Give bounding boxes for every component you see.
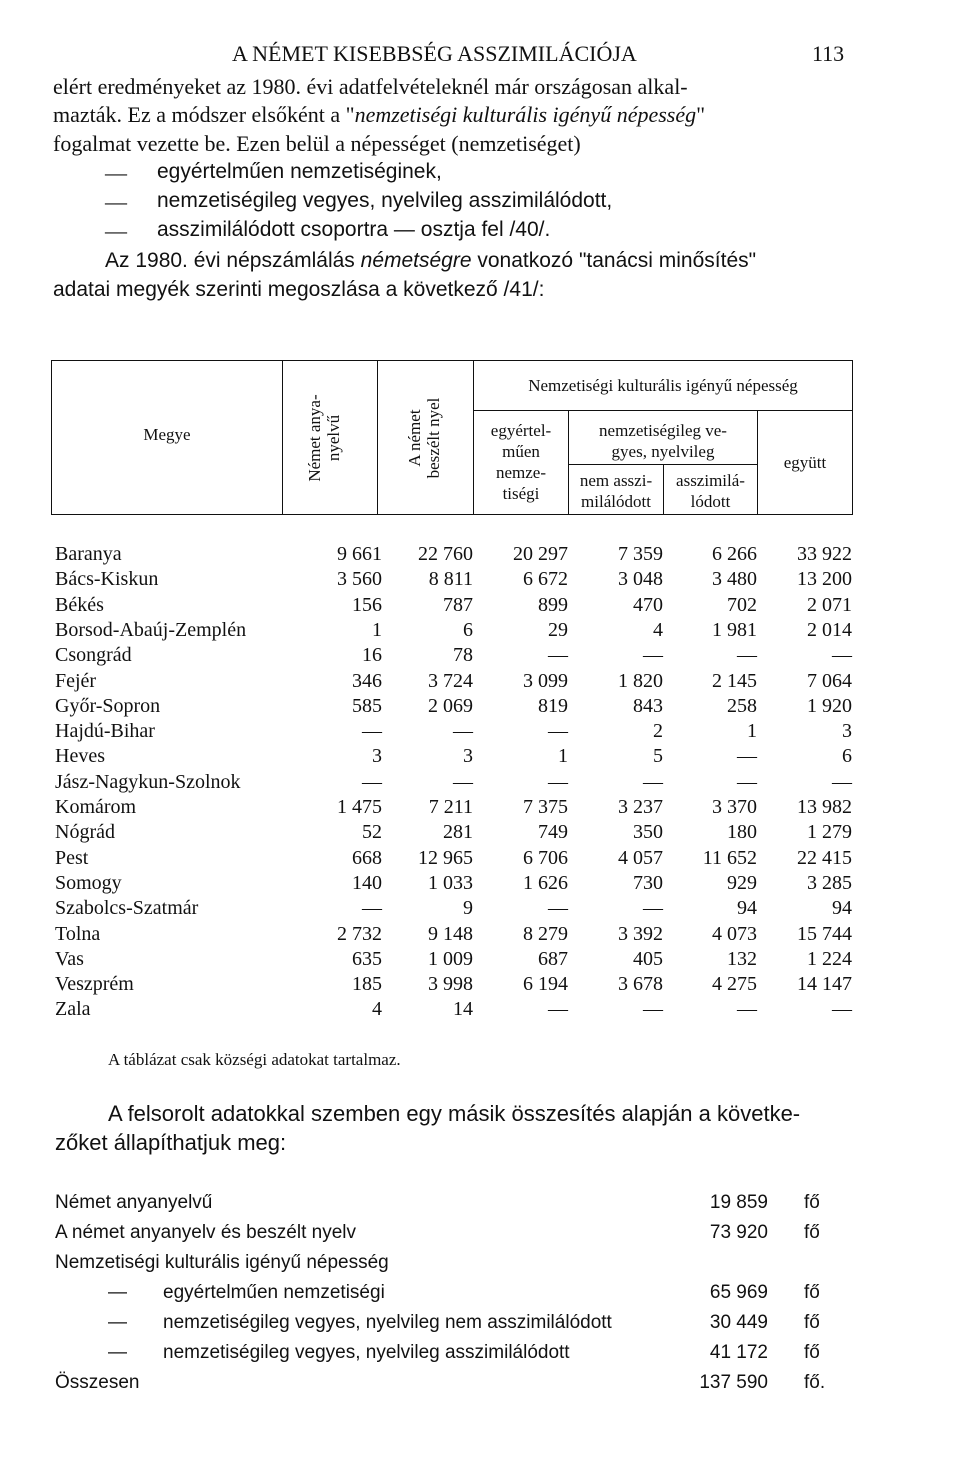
summary-row	[0, 1342, 960, 1370]
cell-value: 749	[538, 821, 568, 844]
cell-megye: Heves	[55, 745, 105, 768]
table-row	[0, 745, 960, 770]
header-anyanyelvu	[305, 363, 345, 513]
header-text: nemzetiségileg ve-	[599, 421, 727, 440]
cell-value: 819	[538, 694, 568, 717]
list-dash: —	[105, 218, 127, 243]
header-vegyes	[569, 420, 757, 462]
table-row	[0, 796, 960, 821]
cell-value: 6 194	[523, 973, 568, 996]
table-footnote: A táblázat csak községi adatokat tartalmaz.	[108, 1050, 401, 1069]
cell-value: 6 672	[523, 568, 568, 591]
cell-value: 3 560	[337, 568, 382, 591]
cell-value: 12 965	[418, 846, 473, 869]
table-row	[0, 543, 960, 568]
paragraph-line	[105, 249, 756, 273]
list-item: nemzetiségileg vegyes, nyelvileg asszimilálódott,	[157, 189, 613, 212]
cell-value: 94	[737, 897, 757, 920]
list-dash: —	[105, 189, 127, 214]
table-border	[51, 514, 853, 515]
cell-value: 13 200	[797, 568, 852, 591]
cell-value: 3 285	[807, 871, 852, 894]
cell-value: 787	[443, 593, 473, 616]
cell-value: 843	[633, 694, 663, 717]
table-row	[0, 594, 960, 619]
cell-value: 2 145	[712, 669, 757, 692]
cell-value: 7 211	[428, 796, 473, 818]
cell-megye: Zala	[55, 998, 91, 1021]
cell-value: 1 981	[712, 618, 757, 641]
cell-value: 730	[633, 871, 663, 894]
cell-megye: Hajdú-Bihar	[55, 720, 155, 743]
cell-value: 14	[453, 998, 473, 1021]
header-text: egyértel-	[490, 421, 552, 440]
summary-row	[0, 1192, 960, 1220]
cell-value: 11 652	[702, 846, 757, 869]
cell-value: 635	[352, 947, 382, 970]
list-item: asszimilálódott csoportra — osztja fel /40/.	[157, 218, 551, 241]
cell-value: 1 033	[428, 871, 473, 894]
cell-megye: Borsod-Abaúj-Zemplén	[55, 618, 247, 641]
cell-value: 7 064	[807, 669, 852, 692]
cell-megye: Békés	[55, 593, 104, 616]
cell-value: 4	[372, 998, 382, 1021]
cell-value: 687	[538, 947, 568, 970]
summary-value: 137 590	[699, 1372, 768, 1393]
cell-value: 2	[653, 720, 663, 743]
cell-value: 6 266	[712, 543, 757, 565]
paragraph-text: vonatkozó "tanácsi minősítés"	[471, 249, 757, 272]
cell-value: —	[737, 998, 757, 1021]
cell-value: 9 148	[428, 922, 473, 945]
paragraph-text: Az 1980. évi népszámlálás	[105, 249, 361, 272]
cell-value: —	[453, 720, 473, 743]
cell-value: —	[643, 998, 663, 1021]
cell-value: 180	[727, 821, 757, 844]
summary-row	[0, 1252, 960, 1280]
cell-value: 20 297	[513, 543, 568, 565]
header-text: műen	[502, 442, 540, 461]
paragraph-line: adatai megyék szerinti megoszlása a következő /41/:	[53, 278, 545, 301]
cell-value: 1	[558, 745, 568, 768]
header-group: Nemzetiségi kulturális igényű népesség	[528, 376, 798, 395]
paragraph-text: mazták. Ez a módszer elsőként a "	[53, 102, 355, 127]
cell-value: 7 375	[523, 796, 568, 818]
cell-value: —	[548, 897, 568, 920]
table-row	[0, 568, 960, 593]
table-row	[0, 847, 960, 872]
cell-value: 3 724	[428, 669, 473, 692]
cell-value: 52	[362, 821, 382, 844]
table-row	[0, 619, 960, 644]
page-number: 113	[812, 41, 845, 66]
cell-value: 3 048	[618, 568, 663, 591]
table-row	[0, 670, 960, 695]
cell-value: 8 811	[428, 568, 473, 591]
header-text: nyelvű	[324, 414, 343, 462]
summary-unit: fő.	[804, 1372, 826, 1393]
cell-value: —	[832, 998, 852, 1021]
cell-value: 1 279	[807, 821, 852, 844]
header-text: beszélt nyel	[424, 397, 443, 479]
cell-value: 15 744	[797, 922, 852, 945]
cell-value: 5	[653, 745, 663, 768]
cell-megye: Baranya	[55, 543, 122, 565]
cell-value: 258	[727, 694, 757, 717]
cell-value: 6 706	[523, 846, 568, 869]
summary-label: nemzetiségileg vegyes, nyelvileg asszimilálódott	[163, 1342, 570, 1363]
cell-value: —	[362, 897, 382, 920]
summary-row	[0, 1372, 960, 1400]
cell-megye: Pest	[55, 846, 89, 869]
cell-value: 132	[727, 947, 757, 970]
table-row	[0, 948, 960, 973]
cell-value: 185	[352, 973, 382, 996]
emphasis-text: nemzetiségi kulturális igényű népesség	[354, 102, 697, 127]
running-title: A NÉMET KISEBBSÉG ASSZIMILÁCIÓJA	[232, 41, 637, 66]
summary-value: 73 920	[709, 1222, 768, 1243]
cell-value: 1 820	[618, 669, 663, 692]
list-dash: —	[108, 1282, 127, 1303]
cell-value: 3 480	[712, 568, 757, 591]
table-row	[0, 872, 960, 897]
cell-value: 22 760	[418, 543, 473, 565]
cell-megye: Somogy	[55, 871, 122, 894]
cell-megye: Szabolcs-Szatmár	[55, 897, 199, 920]
cell-value: 346	[352, 669, 382, 692]
table-row	[0, 923, 960, 948]
emphasis-text: németségre	[360, 249, 472, 272]
cell-value: —	[643, 644, 663, 667]
header-text: milálódott	[581, 492, 651, 511]
list-item: egyértelműen nemzetiséginek,	[157, 160, 442, 183]
cell-value: 3	[842, 720, 852, 743]
cell-value: 14 147	[797, 973, 852, 996]
header-asszimilalodott	[664, 470, 757, 512]
cell-megye: Győr-Sopron	[55, 694, 161, 717]
table-row	[0, 695, 960, 720]
cell-value: 4 073	[712, 922, 757, 945]
cell-value: —	[643, 770, 663, 793]
summary-unit: fő	[804, 1222, 820, 1243]
summary-label: A német anyanyelv és beszélt nyelv	[55, 1222, 357, 1243]
summary-value: 41 172	[709, 1342, 768, 1363]
cell-megye: Csongrád	[55, 644, 132, 667]
cell-value: 78	[453, 644, 473, 667]
paragraph-line: fogalmat vezette be. Ezen belül a népességet (nemzetiséget)	[53, 131, 581, 156]
summary-label: egyértelműen nemzetiségi	[163, 1282, 385, 1303]
cell-value: —	[548, 720, 568, 743]
summary-value: 65 969	[709, 1282, 768, 1303]
table-row	[0, 644, 960, 669]
cell-value: 702	[727, 593, 757, 616]
table-row	[0, 897, 960, 922]
cell-value: —	[832, 644, 852, 667]
summary-label: Német anyanyelvű	[55, 1192, 213, 1213]
cell-megye: Veszprém	[55, 973, 134, 996]
list-dash: —	[108, 1312, 127, 1333]
summary-row	[0, 1222, 960, 1250]
cell-value: —	[832, 770, 852, 793]
cell-value: —	[362, 770, 382, 793]
cell-value: 668	[352, 846, 382, 869]
cell-value: 3 099	[523, 669, 568, 692]
cell-value: 470	[633, 593, 663, 616]
cell-value: 7 359	[618, 543, 663, 565]
list-dash: —	[105, 160, 127, 185]
cell-value: 281	[443, 821, 473, 844]
cell-value: 16	[362, 644, 382, 667]
cell-value: —	[737, 644, 757, 667]
paragraph-line	[53, 102, 705, 128]
header-megye: Megye	[143, 425, 191, 444]
paragraph-line: A felsorolt adatokkal szemben egy másik összesítés alapján a követke-	[108, 1101, 801, 1126]
cell-value: 929	[727, 871, 757, 894]
header-text: lódott	[690, 492, 731, 511]
cell-value: 899	[538, 593, 568, 616]
cell-value: 3 237	[618, 796, 663, 818]
cell-value: 1 475	[337, 796, 382, 818]
header-text: asszimilá-	[676, 471, 745, 490]
cell-value: —	[548, 770, 568, 793]
summary-unit: fő	[804, 1312, 820, 1333]
cell-value: 1 626	[523, 871, 568, 894]
header-nem-asszimilalodott	[569, 470, 663, 512]
header-text: nemze-	[495, 463, 547, 482]
cell-value: —	[548, 998, 568, 1021]
cell-megye: Komárom	[55, 796, 137, 818]
summary-row	[0, 1282, 960, 1310]
cell-value: 4 057	[618, 846, 663, 869]
table-row	[0, 771, 960, 796]
cell-value: 3 392	[618, 922, 663, 945]
cell-value: 6	[842, 745, 852, 768]
cell-value: —	[453, 770, 473, 793]
table-row	[0, 973, 960, 998]
header-text: Német anya-	[305, 394, 324, 482]
table-border	[51, 360, 853, 361]
cell-value: 8 279	[523, 922, 568, 945]
header-text: nem asszi-	[579, 471, 653, 490]
cell-value: —	[737, 770, 757, 793]
header-egyutt: együtt	[783, 453, 827, 472]
cell-value: 2 014	[807, 618, 852, 641]
summary-unit: fő	[804, 1342, 820, 1363]
cell-value: 350	[633, 821, 663, 844]
cell-value: 1 009	[428, 947, 473, 970]
cell-value: 29	[548, 618, 568, 641]
summary-label: nemzetiségileg vegyes, nyelvileg nem asszimilálódott	[163, 1312, 612, 1333]
cell-value: 4	[653, 618, 663, 641]
cell-value: —	[737, 745, 757, 768]
cell-megye: Jász-Nagykun-Szolnok	[55, 770, 241, 793]
paragraph-text: "	[696, 102, 706, 127]
list-dash: —	[108, 1342, 127, 1363]
cell-megye: Bács-Kiskun	[55, 568, 159, 591]
cell-value: 405	[633, 947, 663, 970]
cell-megye: Fejér	[55, 669, 97, 692]
cell-megye: Vas	[55, 947, 84, 970]
table-row	[0, 998, 960, 1023]
summary-row	[0, 1312, 960, 1340]
table-row	[0, 821, 960, 846]
table-border	[377, 360, 378, 515]
table-border	[282, 360, 283, 515]
cell-value: 2 732	[337, 922, 382, 945]
cell-value: 1 224	[807, 947, 852, 970]
summary-value: 19 859	[709, 1192, 768, 1213]
summary-value: 30 449	[709, 1312, 768, 1333]
paragraph-line: elért eredményeket az 1980. évi adatfelvételeknél már országosan alkal-	[53, 74, 688, 99]
cell-value: 4 275	[712, 973, 757, 996]
cell-value: 6	[463, 618, 473, 641]
header-text: tiségi	[502, 484, 540, 503]
cell-value: 1 920	[807, 694, 852, 717]
cell-megye: Nógrád	[55, 821, 115, 844]
header-egyertelmuen	[474, 420, 568, 504]
header-text: gyes, nyelvileg	[611, 442, 715, 461]
cell-value: 3	[372, 745, 382, 768]
cell-value: 1	[747, 720, 757, 743]
table-row	[0, 720, 960, 745]
summary-label: Összesen	[55, 1372, 140, 1393]
cell-value: 3 678	[618, 973, 663, 996]
cell-megye: Tolna	[55, 922, 101, 945]
cell-value: 13 982	[797, 796, 852, 818]
cell-value: 3	[463, 745, 473, 768]
cell-value: 585	[352, 694, 382, 717]
cell-value: 2 071	[807, 593, 852, 616]
cell-value: 33 922	[797, 543, 852, 565]
summary-unit: fő	[804, 1192, 820, 1213]
cell-value: —	[548, 644, 568, 667]
cell-value: 156	[352, 593, 382, 616]
cell-value: 22 415	[797, 846, 852, 869]
cell-value: —	[362, 720, 382, 743]
cell-value: 3 998	[428, 973, 473, 996]
cell-value: —	[643, 897, 663, 920]
cell-value: 3 370	[712, 796, 757, 818]
cell-value: 94	[832, 897, 852, 920]
cell-value: 140	[352, 871, 382, 894]
cell-value: 9	[463, 897, 473, 920]
cell-value: 9 661	[337, 543, 382, 565]
summary-unit: fő	[804, 1282, 820, 1303]
paragraph-line: zőket állapíthatjuk meg:	[55, 1130, 287, 1155]
header-beszelt-nyelv	[405, 363, 445, 513]
cell-value: 2 069	[428, 694, 473, 717]
header-text: A német	[405, 409, 424, 467]
table-border	[852, 360, 853, 515]
table-border	[473, 410, 853, 411]
cell-value: 1	[372, 618, 382, 641]
summary-label: Nemzetiségi kulturális igényű népesség	[55, 1252, 389, 1273]
